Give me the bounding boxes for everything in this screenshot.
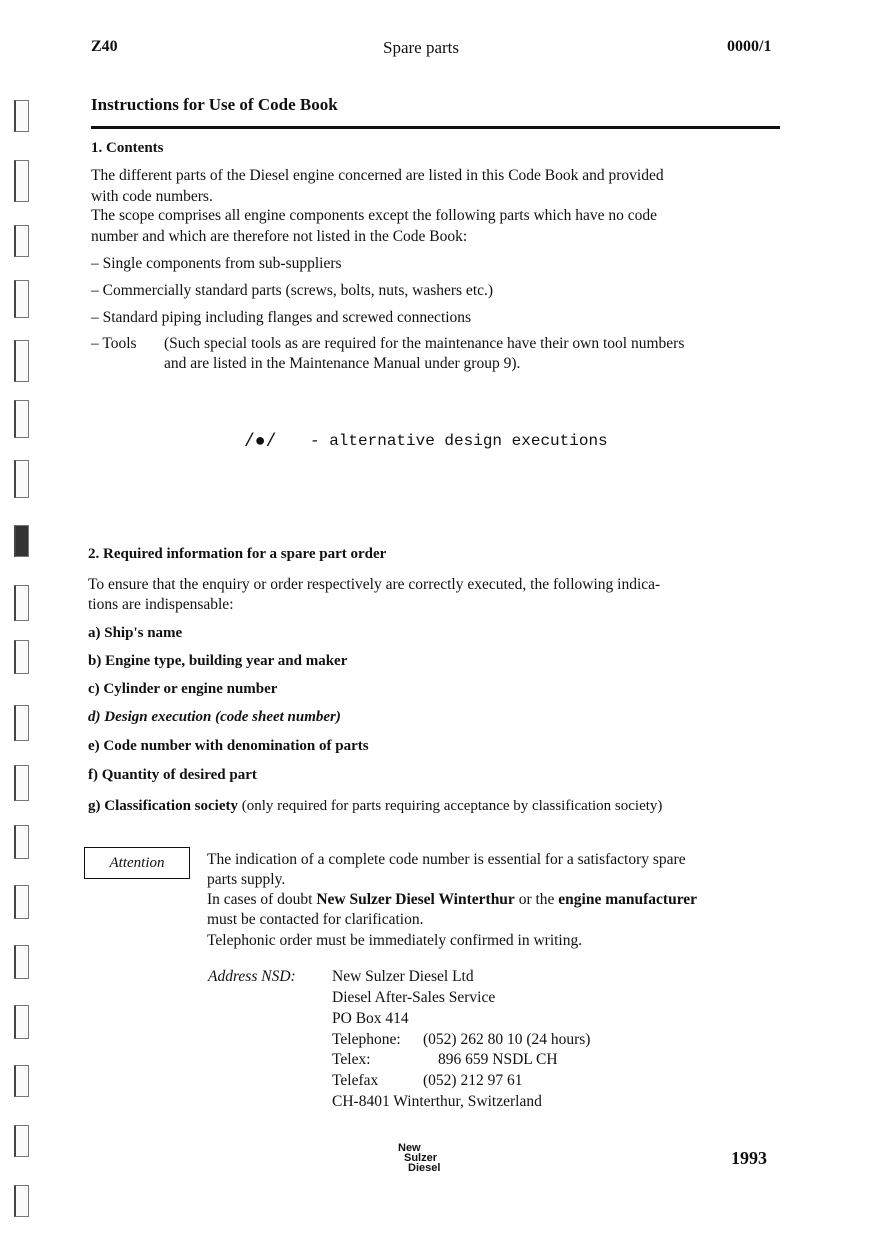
section-1-paragraph-line: with code numbers.	[91, 188, 213, 205]
order-item-classification-label: g) Classification society	[88, 798, 238, 814]
attention-text-line: Telephonic order must be immediately confirmed in writing.	[207, 932, 583, 949]
order-item-classification-note: (only required for parts requiring acceptance by classification society)	[237, 798, 663, 814]
contact-value: (052) 212 97 61	[423, 1072, 523, 1089]
exclusion-item: – Single components from sub-suppliers	[91, 255, 342, 272]
index-tab	[14, 525, 29, 557]
attention-text-manufacturer: engine manufacturer	[558, 891, 698, 908]
contact-value: 896 659 NSDL CH	[438, 1051, 558, 1068]
order-item: e) Code number with denomination of parts	[88, 738, 369, 754]
exclusion-item: – Commercially standard parts (screws, bolts, nuts, washers etc.)	[91, 282, 494, 299]
attention-label-box	[84, 847, 190, 879]
attention-label: Attention	[109, 854, 165, 871]
index-tab	[14, 705, 29, 741]
attention-text-line: The indication of a complete code number is essential for a satisfactory spare	[207, 851, 686, 868]
index-tab	[14, 1125, 29, 1157]
alternative-design-text: - alternative design executions	[310, 432, 608, 450]
section-1-heading: 1. Contents	[91, 140, 164, 156]
page-title: Instructions for Use of Code Book	[91, 95, 338, 114]
contact-value: (052) 262 80 10 (24 hours)	[423, 1031, 591, 1048]
logo-line: Diesel	[408, 1162, 441, 1174]
index-tab	[14, 225, 29, 257]
index-tab	[14, 400, 29, 438]
header-left-code: Z40	[91, 38, 118, 55]
order-item-classification	[88, 796, 662, 816]
attention-text-line: must be contacted for clarification.	[207, 911, 424, 928]
address-line: Diesel After-Sales Service	[332, 989, 496, 1006]
index-tab	[14, 160, 29, 202]
header-page-number: 0000/1	[727, 38, 772, 55]
section-1-paragraph-line: The scope comprises all engine components except the following parts which have no code	[91, 207, 658, 224]
index-tab	[14, 1185, 29, 1217]
attention-text-line	[207, 890, 697, 910]
address-label: Address NSD:	[208, 968, 296, 985]
attention-text-company: New Sulzer Diesel Winterthur	[316, 891, 515, 908]
address-line: PO Box 414	[332, 1010, 409, 1027]
order-item: c) Cylinder or engine number	[88, 681, 278, 697]
section-1-paragraph-line: The different parts of the Diesel engine concerned are listed in this Code Book and provided	[91, 167, 664, 184]
index-tab-strip	[8, 40, 42, 1260]
section-2-heading: 2. Required information for a spare part order	[88, 546, 387, 562]
contact-label: Telex:	[332, 1051, 371, 1068]
index-tab	[14, 100, 29, 132]
title-rule	[91, 126, 780, 129]
attention-text-line: parts supply.	[207, 871, 286, 888]
attention-text-fragment: or the	[514, 891, 559, 908]
company-logo	[398, 1142, 441, 1174]
exclusion-item: – Standard piping including flanges and screwed connections	[91, 309, 472, 326]
address-city: CH-8401 Winterthur, Switzerland	[332, 1093, 542, 1110]
tools-text-line: (Such special tools as are required for the maintenance have their own tool numbers	[164, 335, 685, 352]
order-item: b) Engine type, building year and maker	[88, 653, 348, 669]
attention-text-fragment: In cases of doubt	[207, 891, 317, 908]
index-tab	[14, 945, 29, 979]
index-tab	[14, 1005, 29, 1039]
logo-line: Sulzer	[404, 1152, 438, 1164]
index-tab	[14, 640, 29, 674]
tools-label: – Tools	[91, 335, 137, 352]
section-1-paragraph-line: number and which are therefore not listed in the Code Book:	[91, 228, 468, 245]
index-tab	[14, 825, 29, 859]
address-line: New Sulzer Diesel Ltd	[332, 968, 474, 985]
index-tab	[14, 280, 29, 318]
section-2-intro-line: To ensure that the enquiry or order respectively are correctly executed, the following indica-	[88, 576, 661, 593]
index-tab	[14, 885, 29, 919]
contact-label: Telefax	[332, 1072, 379, 1089]
order-item: f) Quantity of desired part	[88, 767, 257, 783]
logo-line: New	[398, 1142, 421, 1154]
index-tab	[14, 460, 29, 498]
order-item: a) Ship's name	[88, 625, 183, 641]
order-item: d) Design execution (code sheet number)	[88, 709, 341, 725]
tools-text-line: and are listed in the Maintenance Manual under group 9).	[164, 355, 521, 372]
index-tab	[14, 1065, 29, 1097]
footer-year: 1993	[731, 1148, 767, 1168]
header-title: Spare parts	[383, 38, 460, 57]
index-tab	[14, 340, 29, 382]
index-tab	[14, 765, 29, 801]
alternative-design-symbol: /●/	[244, 432, 277, 452]
contact-label: Telephone:	[332, 1031, 401, 1048]
index-tab	[14, 585, 29, 621]
section-2-intro-line: tions are indispensable:	[88, 596, 234, 613]
